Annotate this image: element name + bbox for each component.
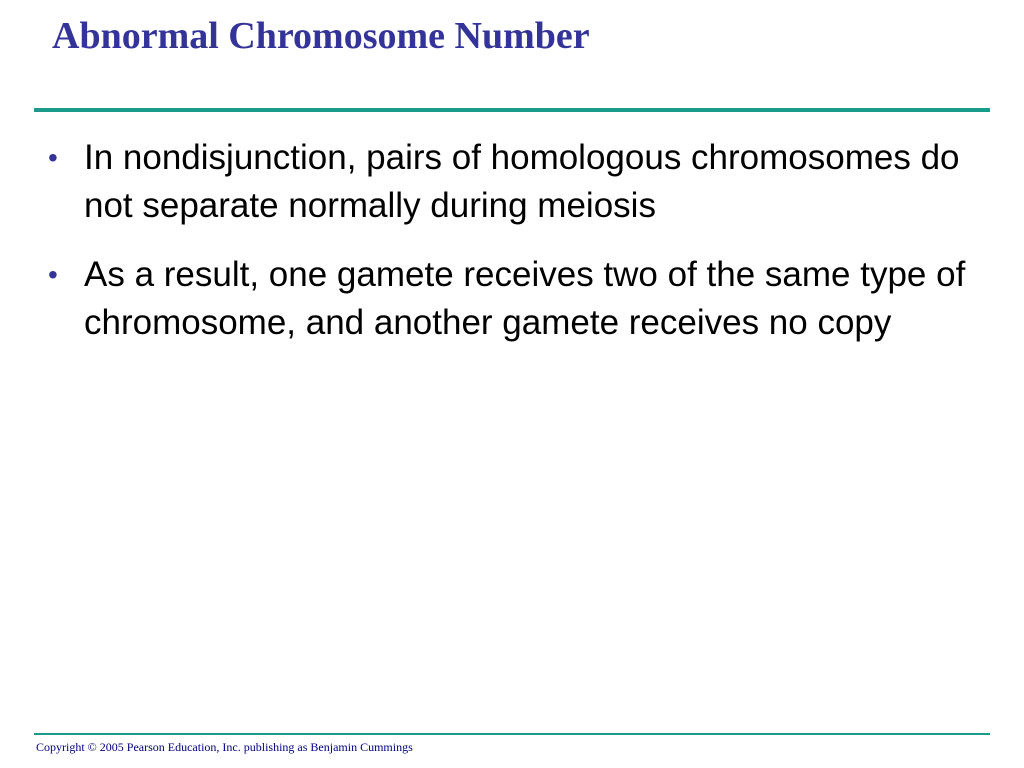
bullet-item (44, 251, 994, 347)
bullet-marker: • (48, 259, 58, 290)
slide-title: Abnormal Chromosome Number (52, 15, 590, 57)
bullet-list (44, 134, 994, 368)
footer-divider (34, 733, 990, 735)
bullet-marker: • (48, 142, 58, 173)
title-divider (34, 108, 990, 112)
bullet-text: In nondisjunction, pairs of homologous chromosomes do not separate normally during meiosis (84, 138, 960, 225)
copyright-footer: Copyright © 2005 Pearson Education, Inc. publishing as Benjamin Cummings (36, 740, 413, 754)
bullet-item (44, 134, 994, 230)
bullet-text: As a result, one gamete receives two of the same type of chromosome, and another gamete receives no copy (84, 255, 966, 342)
